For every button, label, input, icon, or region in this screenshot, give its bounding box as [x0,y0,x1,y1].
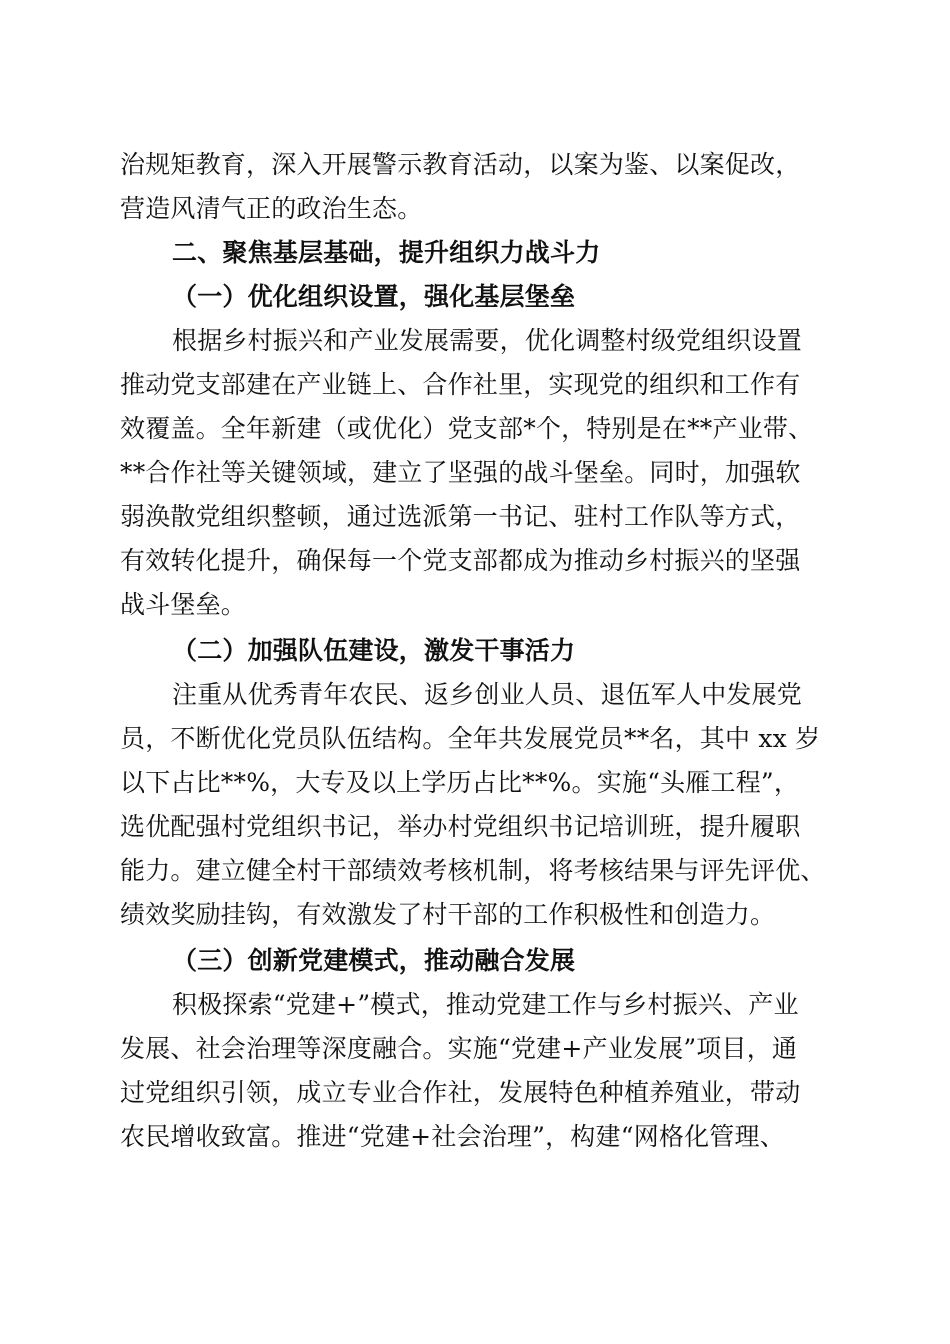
body-text-line: 积极探索“党建+”模式，推动党建工作与乡村振兴、产业 [172,990,799,1019]
body-text-line: 绩效奖励挂钩，有效激发了村干部的工作积极性和创造力。 [120,900,776,929]
subsection-heading: （二）加强队伍建设，激发干事活力 [172,636,576,665]
body-text-line: 推动党支部建在产业链上、合作社里，实现党的组织和工作有 [120,370,801,399]
body-text-line: 能力。建立健全村干部绩效考核机制，将考核结果与评先评优、 [120,856,826,885]
body-text-line: 有效转化提升，确保每一个党支部都成为推动乡村振兴的坚强 [120,546,801,575]
body-text-line: **合作社等关键领域，建立了坚强的战斗堡垒。同时，加强软 [120,458,801,487]
body-text-line: 农民增收致富。推进“党建+社会治理”，构建“网格化管理、 [120,1122,785,1151]
body-text-line: 发展、社会治理等深度融合。实施“党建+产业发展”项目，通 [120,1034,798,1063]
body-text-line: 弱涣散党组织整顿，通过选派第一书记、驻村工作队等方式， [120,502,801,531]
body-text-line: 员，不断优化党员队伍结构。全年共发展党员**名，其中 xx 岁 [120,724,821,753]
section-heading: 二、聚焦基层基础，提升组织力战斗力 [172,238,601,267]
body-text-line: 选优配强村党组织书记，举办村党组织书记培训班，提升履职 [120,812,801,841]
body-text-line: 治规矩教育，深入开展警示教育活动，以案为鉴、以案促改， [120,150,801,179]
subsection-heading: （一）优化组织设置，强化基层堡垒 [172,282,576,311]
body-text-line: 注重从优秀青年农民、返乡创业人员、退伍军人中发展党 [172,680,803,709]
body-text-line: 以下占比**%，大专及以上学历占比**%。实施“头雁工程”， [120,768,800,797]
body-text-line: 效覆盖。全年新建（或优化）党支部*个，特别是在**产业带、 [120,414,814,443]
body-text-line: 战斗堡垒。 [120,590,247,619]
body-text-line: 根据乡村振兴和产业发展需要，优化调整村级党组织设置 [172,326,803,355]
subsection-heading: （三）创新党建模式，推动融合发展 [172,946,576,975]
body-text-line: 过党组织引领，成立专业合作社，发展特色种植养殖业，带动 [120,1078,801,1107]
body-text-line: 营造风清气正的政治生态。 [120,194,423,223]
